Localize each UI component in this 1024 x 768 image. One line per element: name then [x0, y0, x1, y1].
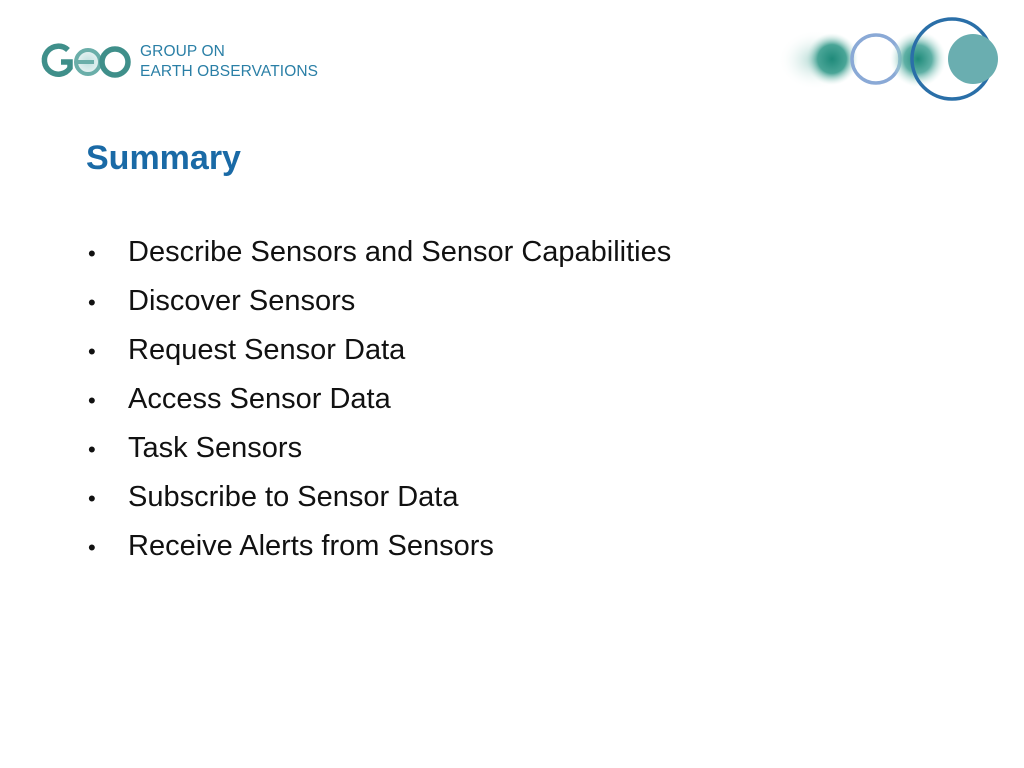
list-item-text: Receive Alerts from Sensors: [128, 530, 494, 562]
list-item: [86, 236, 671, 285]
bullet-marker: •: [88, 241, 96, 266]
list-item: [86, 383, 671, 432]
bullet-marker: •: [88, 486, 96, 511]
bullet-marker: •: [88, 339, 96, 364]
logo-line-2: EARTH OBSERVATIONS: [140, 63, 319, 80]
list-item: [86, 334, 671, 383]
bullet-marker: •: [88, 388, 96, 413]
list-item: [86, 432, 671, 481]
circles-decoration-icon: [776, 12, 1008, 108]
list-item-text: Request Sensor Data: [128, 334, 406, 366]
list-item-text: Access Sensor Data: [128, 383, 391, 415]
geo-logo: [40, 38, 318, 86]
geo-logo-icon: [40, 38, 132, 86]
page-title: Summary: [86, 139, 241, 177]
list-item-text: Subscribe to Sensor Data: [128, 481, 459, 513]
geo-logo-text: [140, 42, 318, 82]
logo-line-1: GROUP ON: [140, 43, 225, 60]
list-item-text: Task Sensors: [128, 432, 303, 464]
list-item: [86, 481, 671, 530]
bullet-marker: •: [88, 290, 96, 315]
list-item: [86, 285, 671, 334]
bullet-marker: •: [88, 535, 96, 560]
bullet-marker: •: [88, 437, 96, 462]
list-item-text: Describe Sensors and Sensor Capabilities: [128, 236, 672, 268]
list-item: [86, 530, 671, 579]
list-item-text: Discover Sensors: [128, 285, 356, 317]
bullet-list: [86, 236, 671, 579]
